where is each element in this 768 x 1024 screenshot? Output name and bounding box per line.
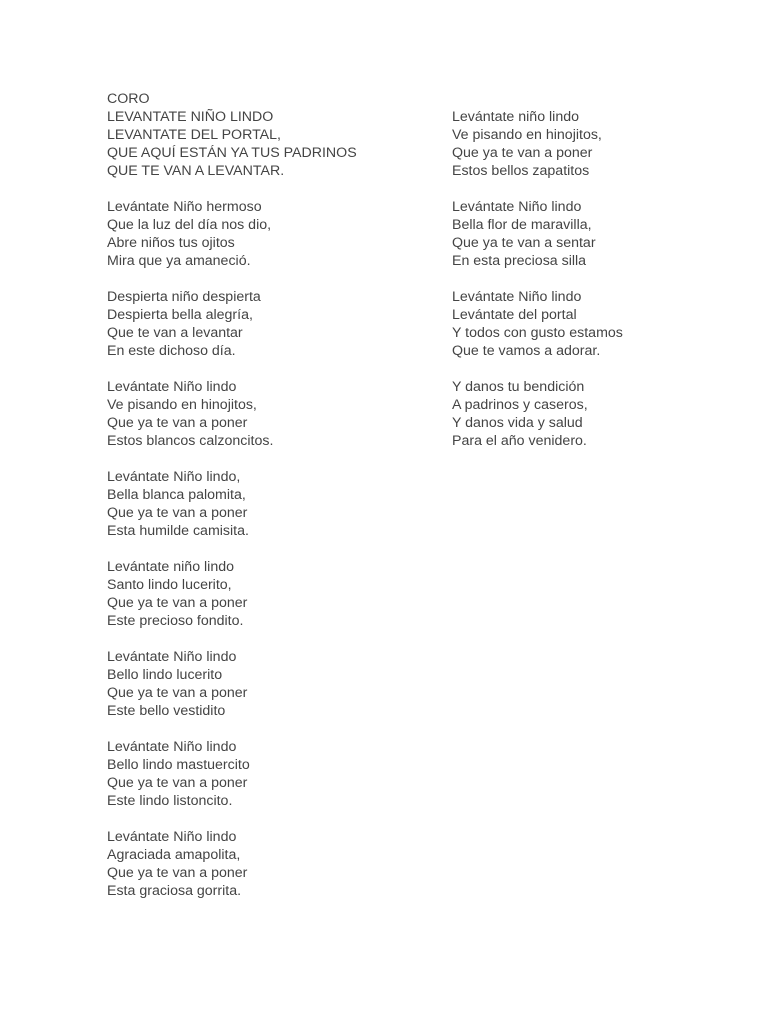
lyrics-left-column [107, 90, 437, 900]
stanza [107, 648, 437, 720]
stanza [452, 108, 752, 180]
lyric-line: En este dichoso día. [107, 343, 236, 359]
lyric-line: Levántate niño lindo [452, 109, 580, 125]
lyric-line: Abre niños tus ojitos [107, 235, 235, 251]
lyric-line: Levántate Niño lindo [107, 829, 237, 845]
stanza [107, 288, 437, 360]
stanza [107, 828, 437, 900]
lyric-line: Levántate Niño lindo [107, 649, 237, 665]
lyric-line: Agraciada amapolita, [107, 847, 241, 863]
lyric-line: Ve pisando en hinojitos, [452, 127, 602, 143]
lyric-line: Esta graciosa gorrita. [107, 883, 242, 899]
stanza [107, 198, 437, 270]
stanza [452, 378, 752, 450]
stanza-heading: CORO [107, 91, 150, 107]
lyric-line: LEVANTATE NIÑO LINDO [107, 109, 274, 125]
lyric-line: Y danos vida y salud [452, 415, 583, 431]
lyric-line: Levántate Niño lindo, [107, 469, 241, 485]
lyric-line: Bella flor de maravilla, [452, 217, 592, 233]
lyric-line: QUE AQUÍ ESTÁN YA TUS PADRINOS [107, 145, 357, 161]
lyric-line: Levántate niño lindo [107, 559, 235, 575]
lyric-line: Para el año venidero. [452, 433, 587, 449]
lyric-line: Levántate Niño lindo [452, 199, 582, 215]
lyric-line: Que ya te van a poner [107, 775, 248, 791]
stanza [452, 198, 752, 270]
lyric-line: Que ya te van a poner [452, 145, 593, 161]
lyric-line: Esta humilde camisita. [107, 523, 249, 539]
lyric-line: Y danos tu bendición [452, 379, 585, 395]
lyric-line: Que te van a levantar [107, 325, 243, 341]
lyric-line: Mira que ya amaneció. [107, 253, 251, 269]
lyric-line: Levántate Niño hermoso [107, 199, 262, 215]
lyric-line: Ve pisando en hinojitos, [107, 397, 257, 413]
lyric-line: Que te vamos a adorar. [452, 343, 601, 359]
lyric-line: Que ya te van a poner [107, 685, 248, 701]
lyric-line: Bello lindo mastuercito [107, 757, 250, 773]
lyric-line: QUE TE VAN A LEVANTAR. [107, 163, 285, 179]
lyric-line: Estos bellos zapatitos [452, 163, 590, 179]
lyric-line: Este lindo listoncito. [107, 793, 233, 809]
stanza [452, 288, 752, 360]
lyric-line: Que la luz del día nos dio, [107, 217, 272, 233]
lyric-line: Estos blancos calzoncitos. [107, 433, 274, 449]
lyric-line: En esta preciosa silla [452, 253, 587, 269]
lyric-line: Este precioso fondito. [107, 613, 244, 629]
lyric-line: LEVANTATE DEL PORTAL, [107, 127, 281, 143]
lyric-line: Despierta bella alegría, [107, 307, 253, 323]
lyric-line: Este bello vestidito [107, 703, 226, 719]
lyric-line: Que ya te van a sentar [452, 235, 596, 251]
stanza [107, 378, 437, 450]
lyric-line: Bella blanca palomita, [107, 487, 246, 503]
lyric-line: Que ya te van a poner [107, 865, 248, 881]
lyric-line: Levántate Niño lindo [107, 739, 237, 755]
stanza-coro [107, 90, 437, 180]
lyric-line: Que ya te van a poner [107, 505, 248, 521]
lyric-line: Levántate del portal [452, 307, 577, 323]
stanza [107, 468, 437, 540]
lyrics-right-column [452, 90, 752, 450]
lyric-line: Santo lindo lucerito, [107, 577, 232, 593]
lyric-line: Levántate Niño lindo [107, 379, 237, 395]
stanza [107, 738, 437, 810]
lyric-line: Levántate Niño lindo [452, 289, 582, 305]
lyric-line: Que ya te van a poner [107, 415, 248, 431]
lyric-line: Que ya te van a poner [107, 595, 248, 611]
lyric-line: A padrinos y caseros, [452, 397, 588, 413]
lyric-line: Bello lindo lucerito [107, 667, 223, 683]
lyric-line: Despierta niño despierta [107, 289, 261, 305]
stanza [107, 558, 437, 630]
lyric-line: Y todos con gusto estamos [452, 325, 623, 341]
